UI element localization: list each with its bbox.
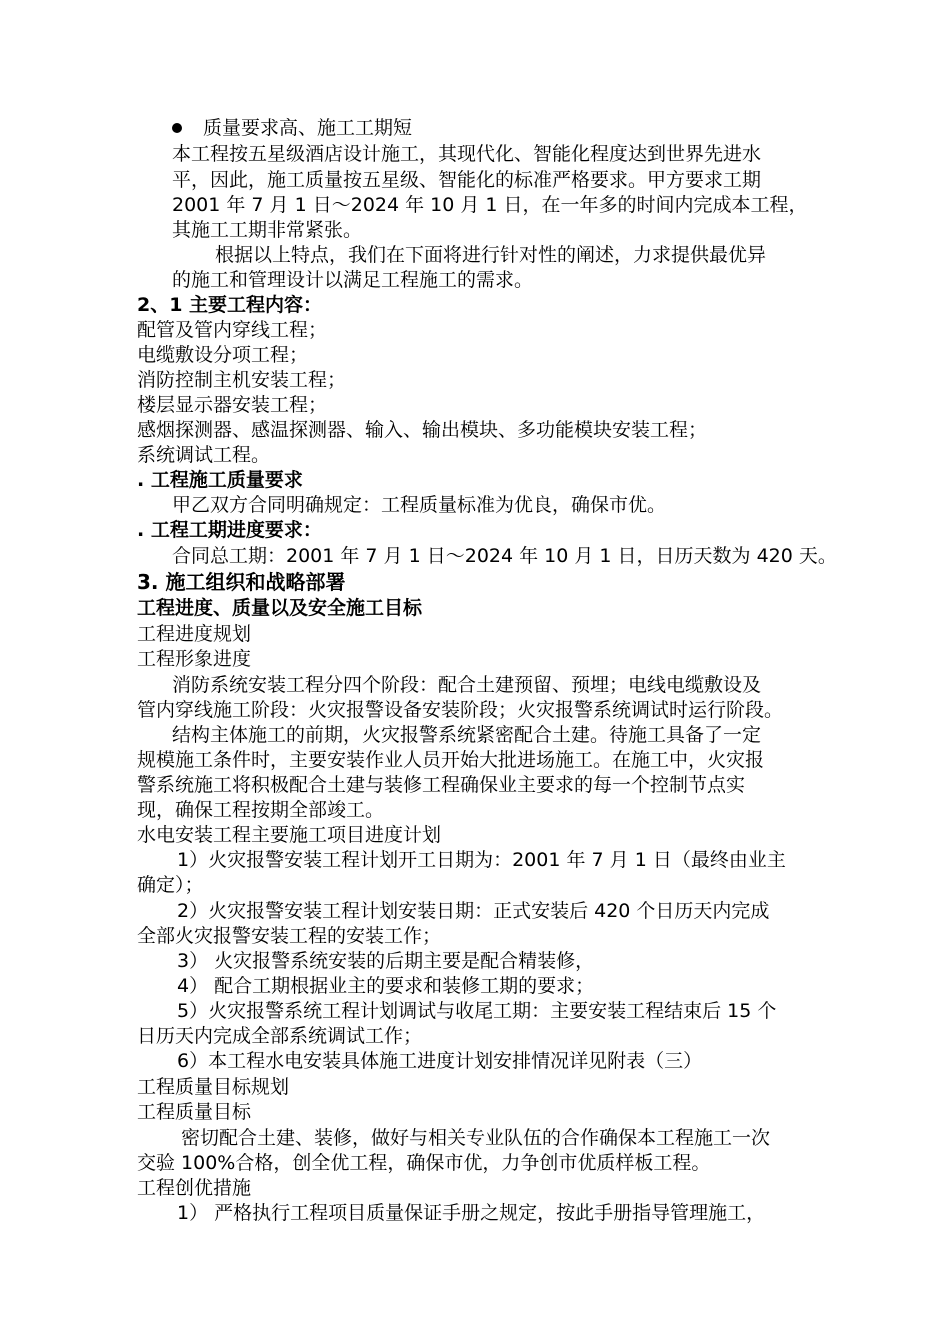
subsection-heading: 工程形象进度 — [137, 648, 252, 670]
subsection-heading: 水电安装工程主要施工项目进度计划 — [137, 824, 442, 846]
list-item: 全部火灾报警安装工程的安装工作； — [137, 925, 442, 947]
list-item: 4） 配合工期根据业主的要求和装修工期的要求； — [177, 975, 595, 997]
section-heading: . 工程施工质量要求 — [137, 469, 303, 491]
paragraph-line: 甲乙双方合同明确规定：工程质量标准为优良，确保市优。 — [172, 494, 667, 516]
paragraph-line: 根据以上特点，我们在下面将进行针对性的阐述，力求提供最优异 — [215, 244, 767, 266]
paragraph-line: 现，确保工程按期全部竣工。 — [137, 799, 385, 821]
list-item: 1） 严格执行工程项目质量保证手册之规定，按此手册指导管理施工， — [177, 1202, 766, 1224]
subsection-heading: 工程质量目标 — [137, 1101, 252, 1123]
paragraph-line: 密切配合土建、装修，做好与相关专业队伍的合作确保本工程施工一次 — [181, 1127, 771, 1149]
list-item: 日历天内完成全部系统调试工作； — [137, 1025, 423, 1047]
list-item: 配管及管内穿线工程； — [137, 319, 328, 341]
list-item: 楼层显示器安装工程； — [137, 394, 328, 416]
paragraph-line: 交验 100%合格，创全优工程，确保市优，力争创市优质样板工程。 — [137, 1152, 711, 1174]
paragraph-line: 警系统施工将积极配合土建与装修工程确保业主要求的每一个控制节点实 — [137, 774, 746, 796]
paragraph-line: 消防系统安装工程分四个阶段：配合土建预留、预埋；电线电缆敷设及 — [172, 674, 762, 696]
list-item: 电缆敷设分项工程； — [137, 344, 309, 366]
paragraph-line: 合同总工期：2001 年 7 月 1 日～2024 年 10 月 1 日，日历天数为 420 天。 — [172, 545, 837, 567]
chapter-heading: 3. 施工组织和战略部署 — [137, 570, 346, 594]
paragraph-line: 本工程按五星级酒店设计施工，其现代化、智能化程度达到世界先进水 — [172, 143, 762, 165]
list-item: 5）火灾报警系统工程计划调试与收尾工期：主要安装工程结束后 15 个 — [177, 1000, 777, 1022]
subsection-heading: 工程进度规划 — [137, 623, 252, 645]
list-item: 感烟探测器、感温探测器、输入、输出模块、多功能模块安装工程； — [137, 419, 708, 441]
list-item: 消防控制主机安装工程； — [137, 369, 347, 391]
paragraph-line: 的施工和管理设计以满足工程施工的需求。 — [172, 269, 534, 291]
list-item: 1）火灾报警安装工程计划开工日期为：2001 年 7 月 1 日（最终由业主 — [177, 849, 786, 871]
list-item: 系统调试工程。 — [137, 444, 271, 466]
bullet-icon — [172, 123, 182, 133]
section-heading: 2、1 主要工程内容： — [137, 294, 323, 316]
paragraph-line: 2001 年 7 月 1 日～2024 年 10 月 1 日，在一年多的时间内完成本工程， — [172, 194, 808, 216]
list-item: 3） 火灾报警系统安装的后期主要是配合精装修， — [177, 950, 595, 972]
subsection-heading: 工程创优措施 — [137, 1177, 252, 1199]
list-item: 确定）； — [137, 874, 204, 896]
paragraph-line: 结构主体施工的前期，火灾报警系统紧密配合土建。待施工具备了一定 — [172, 724, 762, 746]
bullet-item: 质量要求高、施工工期短 — [203, 117, 413, 139]
paragraph-line: 其施工工期非常紧张。 — [172, 219, 363, 241]
paragraph-line: 平，因此，施工质量按五星级、智能化的标准严格要求。甲方要求工期 — [172, 169, 762, 191]
list-item: 6）本工程水电安装具体施工进度计划安排情况详见附表（三） — [177, 1050, 703, 1072]
list-item: 2）火灾报警安装工程计划安装日期：正式安装后 420 个日历天内完成 — [177, 900, 770, 922]
paragraph-line: 规模施工条件时，主要安装作业人员开始大批进场施工。在施工中，火灾报 — [137, 749, 765, 771]
section-heading: 工程进度、质量以及安全施工目标 — [137, 597, 423, 619]
paragraph-line: 管内穿线施工阶段：火灾报警设备安装阶段；火灾报警系统调试时运行阶段。 — [137, 699, 784, 721]
section-heading: . 工程工期进度要求： — [137, 519, 322, 541]
subsection-heading: 工程质量目标规划 — [137, 1076, 290, 1098]
